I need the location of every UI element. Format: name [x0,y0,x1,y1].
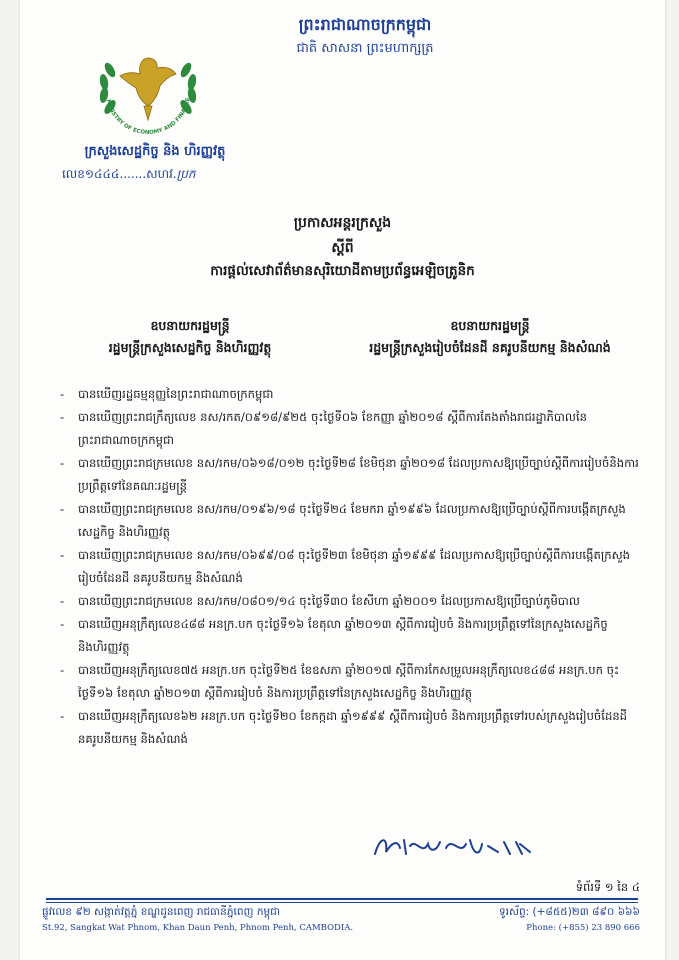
phone-english: Phone: (+855) 23 890 666 [526,923,640,933]
list-item: - បានឃើញព្រះរាជក្រមលេខ នស/រកម/០៦១៨/០១២ ចុះថ្ងៃទី២៨ ខែមិថុនា ឆ្នាំ២០១៨ ដែលប្រកាសឱ្យប្រើច្បាប់ស្តីពីការរៀបចំនិងការប្រព្រឹត្តទៅនៃគណៈរដ្ឋមន្ត្រី [60,452,640,498]
phone-khmer: ទូរស័ព្ទ: (+៨៥៥)២៣ ៨៩០ ៦៦៦ [498,906,640,918]
page-number: ទំព័រទី ១ នៃ ៤ [575,880,640,894]
ref-prefix: លេខ [62,167,85,181]
ref-number: ១៤៤៤ [84,167,120,181]
ref-suffix: សហវ. [146,167,177,181]
signatory-right [340,315,640,359]
list-item: - បានឃើញព្រះរាជក្រមលេខ នស/រកម/០៨០១/១៤ ចុះថ្ងៃទី៣០ ខែសីហា ឆ្នាំ២០០១ ដែលប្រកាសឱ្យប្រើច្បាប់ភូមិបាល [60,590,640,613]
considerations-list [60,383,640,751]
list-item: - បានឃើញអនុក្រឹត្យលេខ៤៨៨ អនក្រ.បក ចុះថ្ងៃទី១៦ ខែតុលា ឆ្នាំ២០១៣ ស្តីពីការរៀបចំ និងការប្រព្រឹត្តទៅនៃក្រសួងសេដ្ឋកិច្ច និងហិរញ្ញវត្ថុ [60,613,640,659]
signatory-left-role: រដ្ឋមន្ត្រីក្រសួងសេដ្ឋកិច្ច និងហិរញ្ញវត្ថុ [108,340,272,355]
kingdom-heading: ព្រះរាជាណាចក្រកម្ពុជា [298,15,432,34]
signatory-left [50,315,330,359]
footer-divider-thin [46,902,638,903]
address-khmer: ផ្លូវលេខ ៩២ សង្កាត់វត្តភ្នំ ខណ្ឌដូនពេញ រាជធានីភ្នំពេញ កម្ពុជា [42,906,281,918]
list-item: - បានឃើញព្រះរាជក្រឹត្យលេខ នស/រកត/០៩១៨/៩២៥ ចុះថ្ងៃទី០៦ ខែកញ្ញា ឆ្នាំ២០១៨ ស្តីពីការតែងតាំងរាជរដ្ឋាភិបាលនៃព្រះរាជាណាចក្រកម្ពុជា [60,406,640,452]
signatory-right-title: ឧបនាយករដ្ឋមន្ត្រី [450,318,530,333]
list-item: - បានឃើញរដ្ឋធម្មនុញ្ញនៃព្រះរាជាណាចក្រកម្ពុជា [60,383,640,406]
footer-phone [450,906,640,933]
list-item: - បានឃើញអនុក្រឹត្យលេខ៦២ អនក្រ.បក ចុះថ្ងៃទី២០ ខែកក្កដា ឆ្នាំ១៩៩៩ ស្តីពីការរៀបចំ និងការប្រព្រឹត្តទៅរបស់ក្រសួងរៀបចំដែនដី នគរូបនីយកម្ម និងសំណង់ [60,705,640,751]
list-item: - បានឃើញព្រះរាជក្រមលេខ នស/រកម/០១៩៦/១៨ ចុះថ្ងៃទី២៤ ខែមករា ឆ្នាំ១៩៩៦ ដែលប្រកាសឱ្យប្រើច្បាប់ស្តីពីការបង្កើតក្រសួងសេដ្ឋកិច្ច និងហិរញ្ញវត្ថុ [60,498,640,544]
document-page [20,0,665,960]
document-type: ប្រកាសអន្តរក្រសួង [293,215,392,231]
list-item: - បានឃើញអនុក្រឹត្យលេខ៧៥ អនក្រ.បក ចុះថ្ងៃទី២៥ ខែឧសភា ឆ្នាំ២០១៧ ស្តីពីការកែសម្រួលអនុក្រឹត្យលេខ៤៨៨ អនក្រ.បក ចុះថ្ងៃទី១៦ ខែតុលា ឆ្នាំ២០១៣ ស្តីពីការរៀបចំ និងការប្រព្រឹត្តទៅនៃក្រសួងសេដ្ឋកិច្ច និងហិរញ្ញវត្ថុ [60,659,640,705]
ministry-name: ក្រសួងសេដ្ឋកិច្ច និង ហិរញ្ញវត្ថុ [84,144,226,159]
title-about: ស្តីពី [331,240,354,256]
footer-divider [46,898,638,900]
address-english: St.92, Sangkat Wat Phnom, Khan Daun Penh, Phnom Penh, CAMBODIA. [42,923,354,933]
signatory-right-role: រដ្ឋមន្ត្រីក្រសួងរៀបចំដែនដី នគរូបនីយកម្ម និងសំណង់ [369,340,611,355]
signatory-left-title: ឧបនាយករដ្ឋមន្ត្រី [150,318,230,333]
national-motto: ជាតិ សាសនា ព្រះមហាក្សត្រ [296,41,434,56]
golden-bird-emblem-icon [88,40,208,140]
document-title: ការផ្តល់សេវាព័ត៌មានសុរិយោដីតាមប្រព័ន្ធអេឡិចត្រូនិក [210,263,475,279]
logo-text: MINISTRY OF ECONOMY AND FINANCE [104,97,192,137]
list-item: - បានឃើញព្រះរាជក្រមលេខ នស/រកម/០៦៩៩/០៨ ចុះថ្ងៃទី២៣ ខែមិថុនា ឆ្នាំ១៩៩៩ ដែលប្រកាសឱ្យប្រើច្បាប់ស្តីពីការបង្កើតក្រសួងរៀបចំដែនដី នគរូបនីយកម្ម និងសំណង់ [60,544,640,590]
handwritten-initials [370,826,550,866]
ministry-logo [88,40,208,140]
ref-handwritten: ប្រក [176,167,196,181]
footer-address [42,906,362,933]
reference-number: លេខ១៤៤៤.......សហវ.ប្រក [62,167,196,181]
